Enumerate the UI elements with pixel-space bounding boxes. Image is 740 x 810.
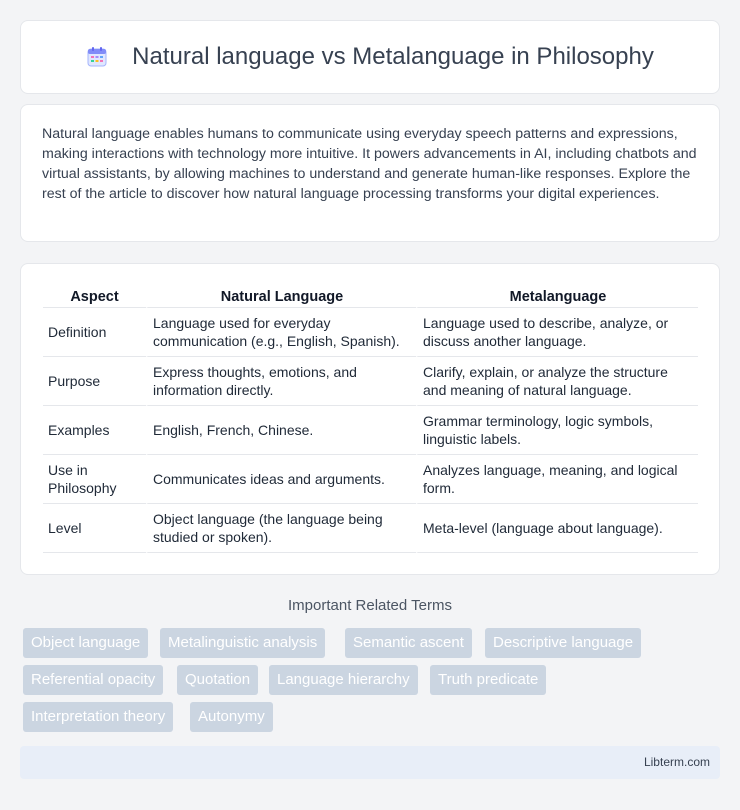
table-cell-meta: Clarify, explain, or analyze the structure and meaning of natural language. <box>416 357 698 406</box>
header-card <box>20 20 720 94</box>
footer-site-link[interactable]: Libterm.com <box>643 755 710 769</box>
table-cell-aspect: Definition <box>43 308 146 357</box>
table-cell-aspect: Examples <box>43 406 146 455</box>
term-tag[interactable]: Referential opacity <box>23 665 163 695</box>
column-header-aspect: Aspect <box>43 284 146 308</box>
term-tag[interactable]: Autonymy <box>190 702 273 732</box>
term-tag[interactable]: Semantic ascent <box>345 628 472 658</box>
term-tag[interactable]: Truth predicate <box>430 665 546 695</box>
table-cell-natural: Object language (the language being studied or spoken). <box>146 504 416 553</box>
term-tag[interactable]: Metalinguistic analysis <box>160 628 325 658</box>
comparison-table <box>43 284 698 553</box>
table-row <box>43 504 698 553</box>
table-row <box>43 357 698 406</box>
term-tag[interactable]: Interpretation theory <box>23 702 173 732</box>
table-cell-natural: English, French, Chinese. <box>146 406 416 455</box>
term-tag[interactable]: Quotation <box>177 665 258 695</box>
table-cell-aspect: Level <box>43 504 146 553</box>
table-cell-meta: Meta-level (language about language). <box>416 504 698 553</box>
column-header-metalanguage: Metalanguage <box>416 284 698 308</box>
intro-card <box>20 104 720 242</box>
table-cell-meta: Language used to describe, analyze, or discuss another language. <box>416 308 698 357</box>
page-title: Natural language vs Metalanguage in Philosophy <box>132 43 654 70</box>
column-header-natural-language: Natural Language <box>146 284 416 308</box>
term-tag[interactable]: Descriptive language <box>485 628 641 658</box>
table-header-row <box>43 284 698 308</box>
calendar-icon <box>86 46 108 68</box>
table-cell-meta: Grammar terminology, logic symbols, linguistic labels. <box>416 406 698 455</box>
footer <box>20 746 720 779</box>
intro-text: Natural language enables humans to communicate using everyday speech patterns and expressions, making interactions with technology more intuitive. It powers advancements in AI, including chatbots and virtual assistants, by allowing machines to understand and generate human-like responses. Explore the rest of the article to discover how natural language processing transforms your digital experiences. <box>42 126 697 202</box>
comparison-table-card <box>20 263 720 575</box>
table-row <box>43 455 698 504</box>
table-cell-natural: Communicates ideas and arguments. <box>146 455 416 504</box>
table-cell-natural: Language used for everyday communication (e.g., English, Spanish). <box>146 308 416 357</box>
table-cell-aspect: Purpose <box>43 357 146 406</box>
table-cell-meta: Analyzes language, meaning, and logical form. <box>416 455 698 504</box>
table-cell-aspect: Use in Philosophy <box>43 455 146 504</box>
related-terms-title: Important Related Terms <box>288 597 452 614</box>
term-tag[interactable]: Object language <box>23 628 148 658</box>
term-tag[interactable]: Language hierarchy <box>269 665 418 695</box>
table-row <box>43 406 698 455</box>
table-cell-natural: Express thoughts, emotions, and information directly. <box>146 357 416 406</box>
table-row <box>43 308 698 357</box>
